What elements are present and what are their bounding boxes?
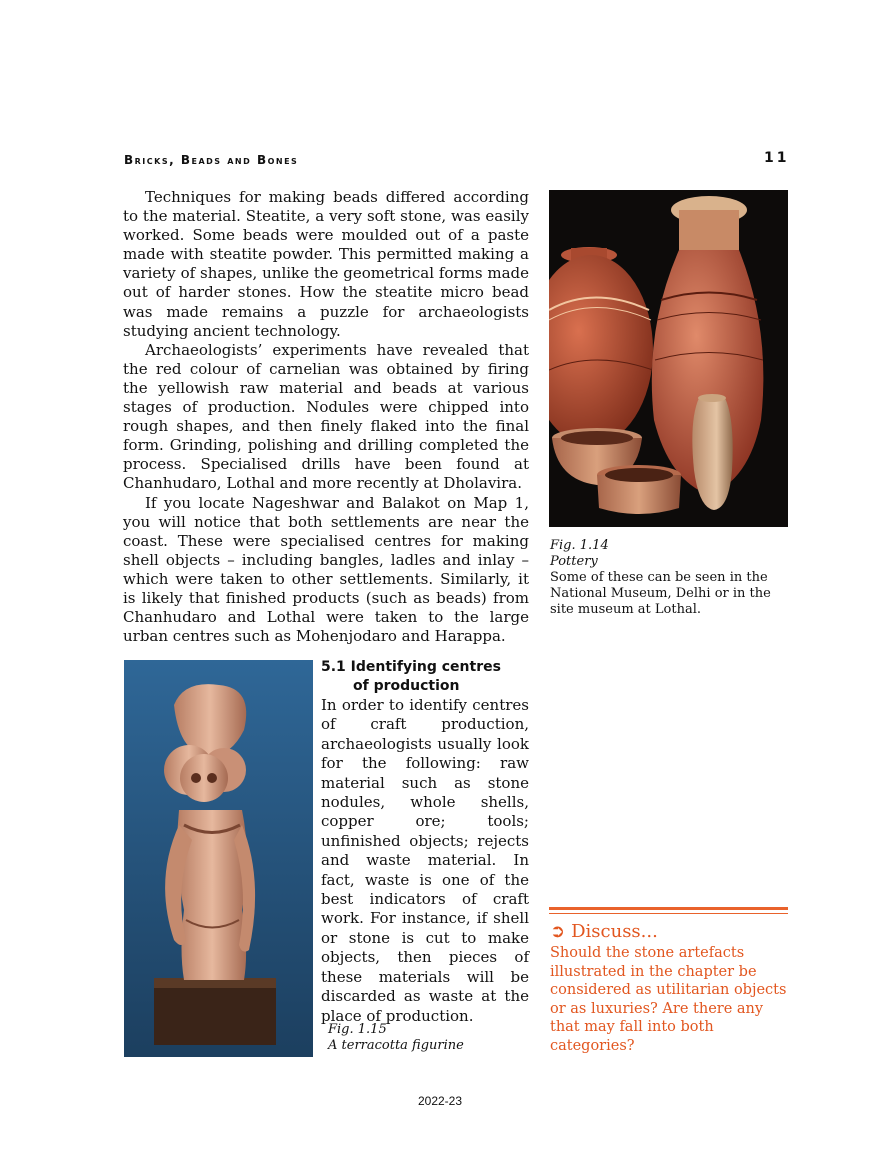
pottery-photo <box>549 190 788 527</box>
terracotta-figurine-photo <box>124 660 313 1057</box>
discuss-heading-text: Discuss... <box>571 921 658 942</box>
discuss-divider <box>549 907 788 910</box>
discuss-divider <box>549 913 788 914</box>
figure-number: Fig. 1.14 <box>550 538 609 553</box>
section-body-text: In order to identify centres of craft production, archaeologists usually look for the following: raw material such as stone nodules, whole shells, copper ore; tools; unfinished objects; rejects and waste material. In fact, waste is one of the best indicators of craft work. For instance, if shell or stone is cut to make objects, then pieces of these materials will be discarded as waste at the place of production. <box>321 696 529 1025</box>
footer-year: 2022-23 <box>417 1094 463 1108</box>
section-heading <box>321 658 529 696</box>
body-paragraph: Techniques for making beads differed according to the material. Steatite, a very soft stone, was easily worked. Some beads were moulded out of a paste made with steatite powder. This permitted making a variety of shapes, unlike the geometrical forms made out of harder stones. How the steatite micro bead was made remains a puzzle for archaeologists studying ancient technology. <box>123 188 529 340</box>
page-number: 11 <box>764 150 790 166</box>
discuss-heading <box>550 920 658 944</box>
figure-caption-text: Some of these can be seen in the National Museum, Delhi or in the site museum at Lothal. <box>550 570 771 617</box>
pottery-caption <box>550 538 790 618</box>
figurine-illustration <box>124 660 313 1057</box>
pottery-illustration <box>549 190 788 527</box>
main-body-text <box>123 188 529 646</box>
body-paragraph: Archaeologists’ experiments have revealed that the red colour of carnelian was obtained by firing the yellowish raw material and beads at various stages of production. Nodules were chipped into rough shapes, and then finely flaked into the final form. Grinding, polishing and drilling completed the process. Specialised drills have been found at Chanhudaro, Lothal and more recently at Dholavira. <box>123 340 529 493</box>
section-heading-line: of production <box>353 678 460 694</box>
body-paragraph: If you locate Nageshwar and Balakot on Map 1, you will notice that both settlements are near the coast. These were specialised centres for making shell objects – including bangles, ladles and inlay – which were taken to other settlements. Similarly, it is likely that finished products (such as beads) from Chanhudaro and Lothal were taken to the large urban centres such as Mohenjodaro and Harappa. <box>123 493 529 646</box>
section-heading-line: 5.1 Identifying centres <box>321 659 501 675</box>
running-header: Bricks, Beads and Bones <box>124 153 299 167</box>
figure-title: A terracotta figurine <box>328 1038 464 1053</box>
discuss-question: Should the stone artefacts illustrated in the chapter be considered as utilitarian objects or as luxuries? Are there any that may fall into both categories? <box>550 945 787 1054</box>
figurine-caption <box>328 1022 528 1054</box>
figure-number: Fig. 1.15 <box>328 1022 387 1037</box>
section-identifying-centres <box>321 658 529 1026</box>
arrow-right-circle-icon: ➲ <box>550 921 566 942</box>
figure-title: Pottery <box>550 554 598 569</box>
